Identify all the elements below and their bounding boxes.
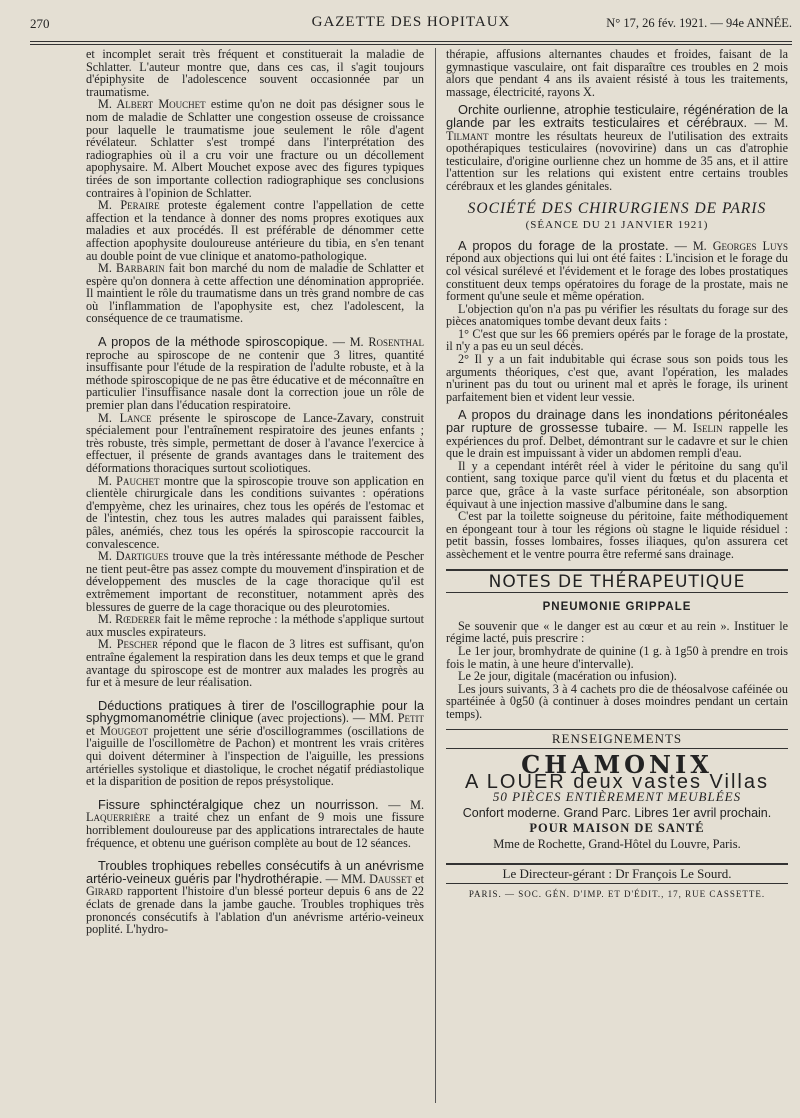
author-name: Georges Luys <box>712 238 789 253</box>
ad-brand: CHAMONIX <box>521 750 713 780</box>
director-line: Le Directeur-gérant : Dr François Le Sourd. <box>446 863 788 885</box>
author-name: M. Pescher <box>98 637 159 652</box>
author-name: M. Barbarin <box>98 261 165 276</box>
author-name: Dausset <box>369 871 412 886</box>
renseignements-heading: RENSEIGNEMENTS <box>446 729 788 750</box>
author-name: Laquerrière <box>86 810 151 825</box>
article-title: Fissure sphinctéralgique chez un nourrisson. <box>98 796 379 812</box>
header-rule <box>30 41 792 42</box>
advertisement <box>446 750 788 852</box>
paragraph: M. Pescher répond que le flacon de 3 litres est suffisant, qu'on entraîne également la respiration dans les deux temps et que le grand avantage du spiroscope est de montrer aux malades les progrès au fur et à mesure de leur réalisation. <box>86 637 424 690</box>
paragraph: M. Barbarin fait bon marché du nom de maladie de Schlatter et espère qu'on donnera à cette affection une dénomination appropriée. Il maintient le rôle du traumatisme dans un très grand nombre de cas où l'inflammation de l'apophysite est, chez l'adolescent, la conséquence de ce traumatisme. <box>86 261 424 326</box>
article: A propos du forage de la prostate. — M. Georges Luys répond aux objections qui lui ont été faites : L'incision et le forage du col vésical surélevé et l'évidement et le forage des lobes prostatiques constituent deux temps opératoires du forage de la prostate, mais ne forment qu'une seule et même opération. <box>446 237 789 304</box>
author-name: M. Rœderer <box>98 612 161 627</box>
ad-detail: POUR MAISON DE SANTÉ <box>529 821 705 836</box>
author-name: M. Albert Mouchet <box>98 97 206 112</box>
paragraph: Le 1er jour, bromhydrate de quinine (1 g. à 1g50 à prendre en trois fois le matin, à une heure d'intervalle). <box>446 643 788 671</box>
paragraph: M. Lance présente le spiroscope de Lance-Zavary, construit spécialement pour l'entraînement respiratoire des jeunes enfants ; très robuste, très simple, permettant de doser à l'avance l'exercice à effectuer, il présente de grands avantages dans le traitement des déformations thoraciques surtout scoliotiques. <box>86 410 425 475</box>
paragraph: thérapie, affusions alternantes chaudes et froides, faisant de la gymnastique vasculaire, ont fait disparaître ces troubles en 2 mois alors que pendant 4 ans ils avaient résisté à tous les traitements, massage, électricité, rayons X. <box>446 47 788 99</box>
paragraph: 2° Il y a un fait indubitable qui écrase sous son poids tous les arguments théoriques, c'est que, avant l'opération, les malades n'urinent pas du tout ou urinent mal et après le forage, ils urinent parfaitement bien et vident leur vessie. <box>446 352 788 404</box>
session-date: (SÉANCE DU 21 JANVIER 1921) <box>525 219 709 232</box>
notes-subheading: PNEUMONIE GRIPPALE <box>542 601 692 614</box>
journal-title: GAZETTE DES HOPITAUX <box>311 14 511 30</box>
article: Orchite ourlienne, atrophie testiculaire, régénération de la glande par les extraits testiculaires et cérébraux. — M. Tilmant montre les résultats heureux de l'utilisation des extraits opothérapiques testiculaires (novovirine) dans un cas d'atrophie testiculaire, d'origine ourlienne chez un homme de 35 ans, et il attire l'attention sur les relations qui existent entre certains troubles cérébraux et les glandes génitales. <box>446 102 788 193</box>
author-name: Tilmant <box>446 128 489 143</box>
author-name: Girard <box>86 884 123 899</box>
article: Fissure sphinctéralgique chez un nourrisson. — M. Laquerrière a traité chez un enfant de 9 mois une fissure horriblement douloureuse par des applications intrarectales de haute fréquence, et obtenu une guérison complète au bout de 12 séances. <box>86 796 424 850</box>
header-rule-double <box>30 44 792 45</box>
article-title: Déductions pratiques à tirer de l'oscillographie pour la sphygmomanométrie clinique <box>86 697 424 726</box>
article: Déductions pratiques à tirer de l'oscillographie pour la sphygmomanométrie clinique (avec projections). — MM. Petit et Mougeot projettent une série d'oscillogrammes (oscillations de l'aiguille de l'oscillomètre de Pachon) et montrent les vrais critères qui doivent déterminer à l'inspection de l'aiguille, les pressions artérielles systolique et diastolique, le crochet négatif prédiastolique et la disparition de position de repos présystolique. <box>86 697 424 789</box>
author-name: M. Pauchet <box>98 473 160 488</box>
issue-info: N° 17, 26 fév. 1921. — 94e ANNÉE. <box>606 16 792 30</box>
left-column <box>86 48 424 936</box>
article-title: A propos du drainage dans les inondations péritonéales par rupture de grossesse tubaire. <box>446 407 788 436</box>
article: A propos du drainage dans les inondations péritonéales par rupture de grossesse tubaire. — M. Iselin rappelle les expériences du prof. Delbet, démontrant sur le cadavre et sur le chien que le drain est impuissant à vider un abdomen rempli d'eau. <box>446 407 788 461</box>
author-name: M. Dartigues <box>98 549 169 564</box>
paragraph: 1° C'est que sur les 66 premiers opérés par le forage de la prostate, il n'y a pas eu un seul décès. <box>446 326 788 354</box>
article-title: Orchite ourlienne, atrophie testiculaire, régénération de la glande par les extraits testiculaires et cérébraux. <box>446 102 788 130</box>
paragraph: C'est par la toilette soigneuse du péritoine, faite méthodiquement en épongeant tour à tour les régions où stagne le liquide résiduel : petit bassin, fosses lombaires, fosses iliaques, qu'on assurera cet assèchement et le ventre pourra être refermé sans drainage. <box>446 509 788 561</box>
ad-detail: Confort moderne. Grand Parc. Libres 1er avril prochain. <box>462 805 772 820</box>
paragraph: M. Albert Mouchet estime qu'on ne doit pas désigner sous le nom de maladie de Schlatter une congestion osseuse de croissance pour laquelle le traumatisme joue seulement le rôle d'agent révélateur. Schlatter s'est trompé dans l'interprétation des radiographies où il a cru voir une fracture ou un décollement apophysaire. M. Albert Mouchet expose avec des figures typiques tirées de son importante collection radiographique ses conclusions contraires à l'opinion de Schlatter. <box>86 97 424 200</box>
paragraph: Il y a cependant intérêt réel à vider le péritoine du sang qu'il contient, sang toxique parce qu'il vient du fœtus et du placenta et parce que, grâce à la vaste surface péritonéale, son absorption équivaut à une injection massive d'albumine dans le sang. <box>446 458 788 511</box>
column-divider <box>435 48 436 1103</box>
society-heading: SOCIÉTÉ DES CHIRURGIENS DE PARIS <box>467 199 767 217</box>
page-number: 270 <box>30 16 50 31</box>
article: A propos de la méthode spiroscopique. — M. Rosenthal reproche au spiroscope de ne contenir que 3 litres, quantité insuffisante pour l'étude de la respiration de l'adulte robuste, et à la méthode spiroscopique de ne pas être éducative et de méconnaître en particulier l'insuffisance nasale dont la correction joue un rôle de premier plan dans l'éducation respiratoire. <box>86 334 424 413</box>
ad-contact: Mme de Rochette, Grand-Hôtel du Louvre, Paris. <box>493 837 741 852</box>
article-title: Troubles trophiques rebelles consécutifs à un anévrisme artério-veineux guéris par l'hydrothérapie. <box>86 858 424 886</box>
author-name: Mougeot <box>100 723 148 738</box>
notes-heading: NOTES DE THÉRAPEUTIQUE <box>446 569 788 594</box>
paragraph: Le 2e jour, digitale (macération ou infusion). <box>458 669 677 684</box>
author-name: M. Lance <box>98 410 152 425</box>
paragraph: M. Dartigues trouve que la très intéressante méthode de Pescher ne tient peut-être pas assez compte du mouvement d'inspiration et de développement des muscles de la cage thoracique qu'il est extrêmement important de reconstituer, notamment après des blessures de guerre de la cage thoracique ou des pleurotomies. <box>86 549 424 614</box>
author-name: Petit <box>397 711 424 726</box>
printer-imprint: PARIS. — SOC. GÉN. D'IMP. ET D'ÉDIT., 17, RUE CASSETTE. <box>468 889 766 900</box>
article: Troubles trophiques rebelles consécutifs à un anévrisme artério-veineux guéris par l'hydrothérapie. — MM. Dausset et Girard rapportent l'histoire d'un blessé porteur depuis 6 ans de 22 éclats de grenade dans la jambe gauche. Troubles trophiques très prononcés consécutifs à l'ablation d'un anévrisme artério-veineux poplité. L'hydro- <box>86 858 424 937</box>
ad-headline: A LOUER deux vastes Villas <box>465 770 769 793</box>
author-name: M. Rosenthal <box>349 335 424 350</box>
right-column <box>446 48 788 901</box>
paragraph: M. Rœderer fait le même reproche : la méthode s'applique surtout aux muscles expirateurs. <box>86 612 424 639</box>
author-name: Iselin <box>692 421 723 436</box>
paragraph: et incomplet serait très fréquent et constituerait la maladie de Schlatter. L'auteur montre que, dans ces cas, il s'agit toujours d'épiphysite de l'adolescence souvent occasionnée par un traumatisme. <box>86 47 424 99</box>
article-title: A propos du forage de la prostate. <box>458 237 669 253</box>
paragraph: M. Pauchet montre que la spiroscopie trouve son application en clientèle chirurgicale dans les conditions suivantes : opérations d'empyème, chez les urinaires, chez tous les opérés de l'estomac et de l'intestin, chez tous les autres malades qui paraissent faibles, pâles, anémiés, chez tous les opérés la spiroscopie raccourcit la convalescence. <box>86 473 424 551</box>
paragraph: Se souvenir que « le danger est au cœur et au rein ». Instituer le régime lacté, puis prescrire : <box>446 618 788 646</box>
page-header <box>30 14 792 36</box>
ad-detail: 50 PIÈCES ENTIÈREMENT MEUBLÉES <box>492 789 742 805</box>
article-title: A propos de la méthode spiroscopique. <box>98 334 328 350</box>
paragraph: L'objection qu'on n'a pas pu vérifier les résultats du forage sur des pièces anatomiques tombe devant deux faits : <box>446 301 788 329</box>
author-name: M. Peraire <box>98 198 160 213</box>
paragraph: Les jours suivants, 3 à 4 cachets pro die de théosalvose caféinée ou spartéinée à 0g50 (à continuer à doses moindres pendant un certain temps). <box>446 681 788 721</box>
paragraph: M. Peraire proteste également contre l'appellation de cette affection et la tendance à donner des noms propres exotiques aux maladies et aux procédés. Il est préférable de dénommer cette affection apophysite douloureuse antérieure du tibia, en s'en tenant au double point de vue clinique et anatomo-pathologique. <box>86 198 424 263</box>
